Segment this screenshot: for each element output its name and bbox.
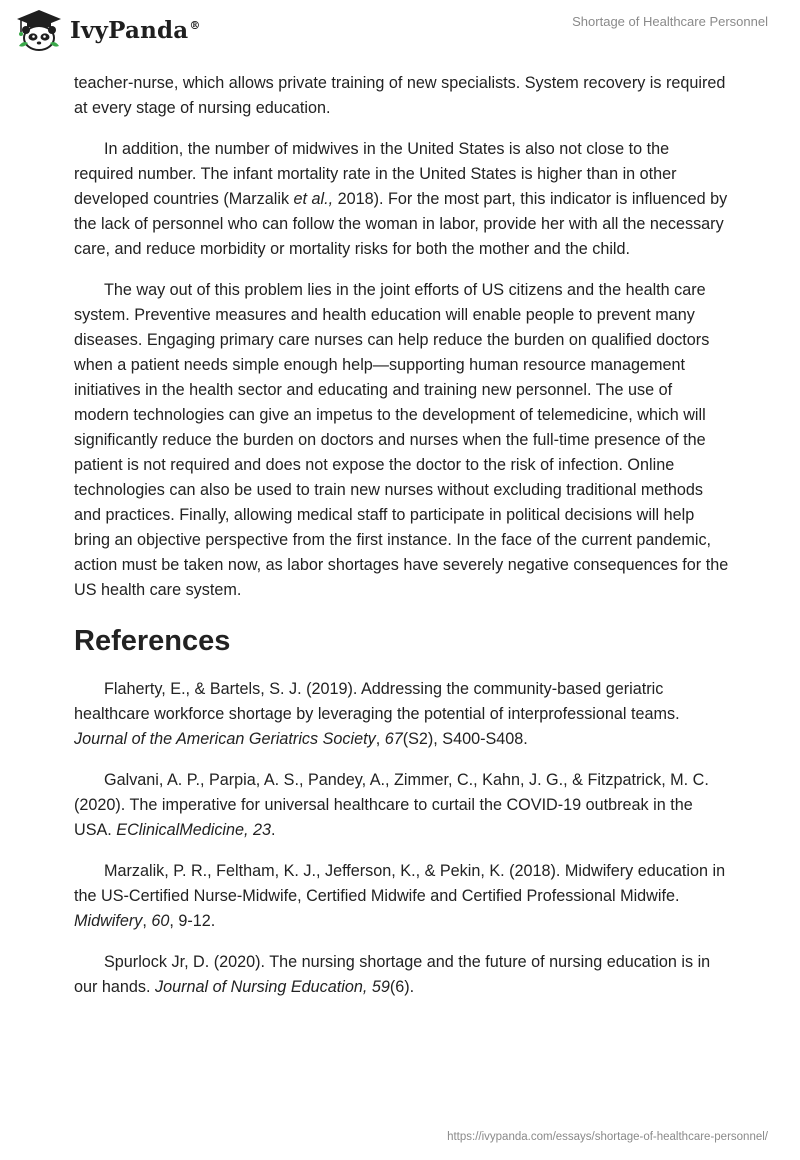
paragraph: In addition, the number of midwives in the United States is also not close to the required number. The infant mortality rate in the United States is higher than in other developed countries (Marzalik et al., 2018). For the most part, this indicator is influenced by the lack of personnel who can follow the woman in labor, provide her with all the necessary care, and reduce morbidity or mortality risks for both the mother and the child. [74,140,728,258]
references-heading: References [74,625,231,657]
paragraph: The way out of this problem lies in the joint efforts of US citizens and the health care system. Preventive measures and health education will enable people to prevent many diseases. Engaging primary care nurses can help reduce the burden on qualified doctors when a patient needs simple enough help—supporting human resource management initiatives in the health sector and educating and training new personnel. The use of modern technologies can give an impetus to the development of telemedicine, which will significantly reduce the burden on doctors and nurses when the full-time presence of the patient is not required and does not expose the doctor to the risk of infection. Online technologies can also be used to train new nurses without excluding traditional methods and practices. Finally, allowing medical staff to participate in political decisions will help bring an objective perspective from the first instance. In the face of the current pandemic, action must be taken now, as labor shortages have severely negative consequences for the US health care system. [74,281,729,599]
paragraph: teacher-nurse, which allows private training of new specialists. System recovery is required at every stage of nursing education. [74,74,726,117]
document-title: Shortage of Healthcare Personnel [572,14,768,29]
panda-graduate-icon [14,8,64,52]
logo-wordmark: IvyPanda® [70,16,201,44]
reference-item: Galvani, A. P., Parpia, A. S., Pandey, A., Zimmer, C., Kahn, J. G., & Fitzpatrick, M. C. (2020). The imperative for universal healthcare to curtail the COVID-19 outbreak in the USA. EClinicalMedicine, 23. [74,771,709,839]
essay-body [74,71,729,1016]
ivypanda-logo[interactable] [14,8,201,52]
reference-item: Marzalik, P. R., Feltham, K. J., Jefferson, K., & Pekin, K. (2018). Midwifery education in the US-Certified Nurse-Midwife, Certified Midwife and Certified Professional Midwife. Midwifery, 60, 9-12. [74,862,726,930]
source-url[interactable]: https://ivypanda.com/essays/shortage-of-healthcare-personnel/ [447,1131,768,1143]
reference-item: Flaherty, E., & Bartels, S. J. (2019). Addressing the community-based geriatric healthcare workforce shortage by leveraging the potential of interprofessional teams. Journal of the American Geriatrics Society, 67(S2), S400-S408. [74,680,680,748]
reference-item: Spurlock Jr, D. (2020). The nursing shortage and the future of nursing education is in our hands. Journal of Nursing Education, 59(6). [74,953,711,996]
page-header [0,0,800,70]
